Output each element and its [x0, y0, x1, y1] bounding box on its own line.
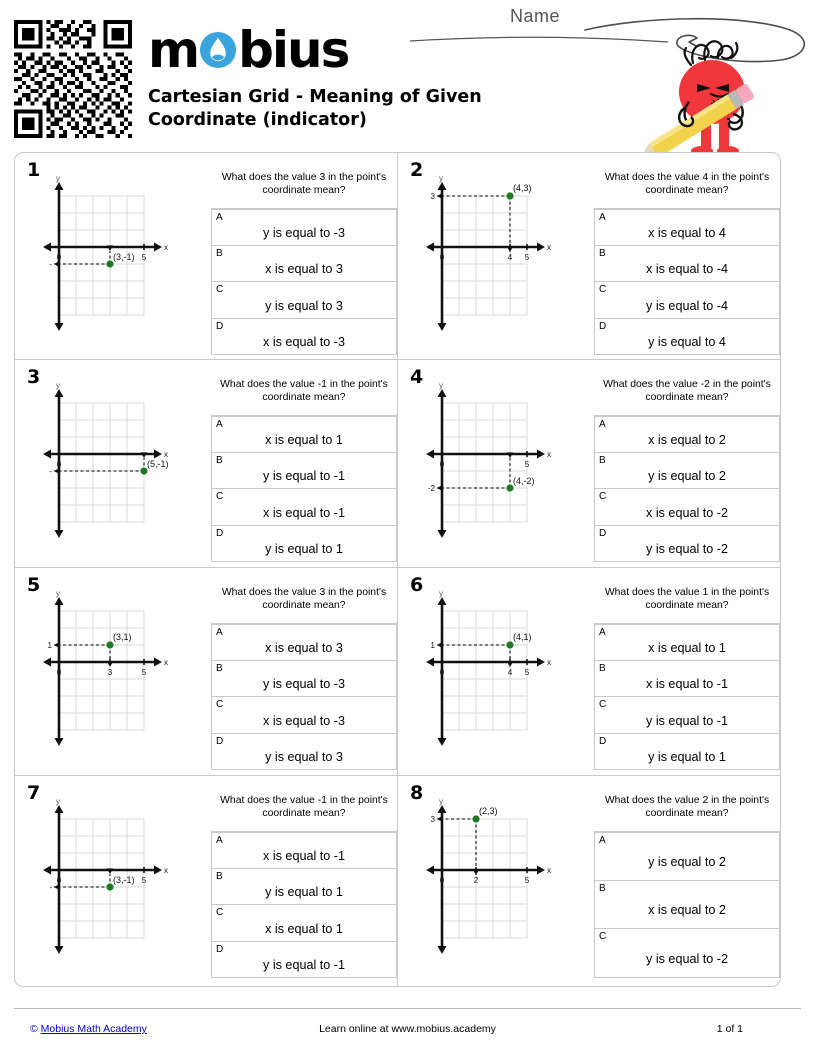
graph-container	[33, 174, 183, 319]
cartesian-graph	[33, 381, 183, 526]
svg-text:y: y	[56, 797, 60, 806]
option-text: y is equal to 3	[265, 298, 343, 313]
question-pane	[211, 153, 397, 359]
option-letter: D	[216, 943, 224, 955]
svg-text:y: y	[56, 589, 60, 598]
graph-pane	[398, 776, 594, 986]
answer-options	[594, 415, 780, 562]
answer-option-a[interactable]	[594, 624, 780, 661]
svg-text:5: 5	[524, 253, 530, 262]
option-letter: D	[599, 735, 607, 747]
svg-text:1: 1	[430, 641, 435, 650]
option-text: x is equal to 2	[648, 432, 726, 447]
svg-text:x: x	[164, 243, 168, 252]
option-text: x is equal to -4	[646, 262, 728, 276]
svg-text:y: y	[439, 174, 443, 183]
question-cell-5	[14, 567, 398, 776]
page-footer	[0, 1008, 815, 1050]
question-number: 6	[410, 574, 424, 596]
svg-text:5: 5	[141, 253, 147, 262]
svg-text:2: 2	[473, 876, 479, 885]
svg-text:(3,1): (3,1)	[113, 632, 132, 642]
graph-pane	[15, 153, 211, 359]
svg-text:x: x	[164, 450, 168, 459]
answer-option-d[interactable]	[594, 319, 780, 356]
qr-code[interactable]	[14, 20, 132, 138]
option-text: y is equal to -2	[646, 542, 728, 556]
question-prompt: What does the value 3 in the point's coordinate mean?	[221, 587, 387, 611]
svg-text:4: 4	[507, 668, 513, 677]
option-text: x is equal to 1	[648, 640, 726, 655]
graph-container	[416, 589, 566, 734]
option-letter: A	[216, 627, 223, 638]
svg-text:y: y	[439, 589, 443, 598]
mobius-math-academy-link[interactable]: Mobius Math Academy	[40, 1023, 147, 1035]
option-text: y is equal to 1	[648, 750, 726, 764]
svg-text:(4,1): (4,1)	[513, 632, 532, 642]
answer-option-a[interactable]	[211, 832, 397, 869]
mobius-drop-icon	[199, 31, 237, 69]
graph-pane	[398, 153, 594, 359]
question-number: 8	[410, 782, 424, 804]
question-prompt: What does the value 2 in the point's coordinate mean?	[604, 795, 770, 819]
question-cell-1	[14, 152, 398, 360]
question-cell-4	[397, 359, 781, 568]
question-number: 2	[410, 159, 424, 181]
cartesian-graph	[416, 381, 566, 526]
answer-option-a[interactable]	[594, 209, 780, 246]
question-cell-8	[397, 775, 781, 987]
option-letter: B	[599, 247, 606, 259]
answer-option-a[interactable]	[594, 416, 780, 453]
question-row	[14, 152, 801, 360]
page-header	[0, 0, 815, 150]
svg-text:-2: -2	[427, 484, 435, 493]
answer-option-d[interactable]	[594, 734, 780, 771]
svg-text:x: x	[547, 450, 551, 459]
option-letter: C	[216, 907, 224, 918]
answer-option-b[interactable]	[594, 661, 780, 698]
option-letter: A	[599, 627, 606, 638]
cartesian-graph	[416, 797, 566, 942]
svg-text:x: x	[547, 866, 551, 875]
svg-text:0: 0	[56, 253, 62, 262]
answer-options	[594, 623, 780, 770]
option-letter: B	[599, 662, 606, 674]
question-row	[14, 776, 801, 987]
cartesian-graph	[33, 797, 183, 942]
svg-text:0: 0	[439, 460, 445, 469]
svg-text:(5,-1): (5,-1)	[147, 459, 169, 469]
option-text: y is equal to 3	[265, 750, 343, 764]
svg-text:5: 5	[524, 668, 530, 677]
footer-page-number: 1 of 1	[716, 1023, 743, 1035]
svg-text:-: -	[49, 467, 52, 476]
option-letter: B	[216, 662, 223, 674]
svg-text:0: 0	[56, 876, 62, 885]
option-text: x is equal to 3	[265, 262, 343, 276]
option-text: y is equal to -3	[263, 677, 345, 691]
question-cell-2	[397, 152, 781, 360]
answer-options	[211, 415, 397, 562]
graph-container	[416, 797, 566, 942]
option-letter: A	[599, 419, 606, 430]
svg-text:3: 3	[107, 668, 113, 677]
option-text: x is equal to 3	[265, 640, 343, 655]
option-text: x is equal to -3	[263, 713, 345, 728]
svg-text:x: x	[164, 866, 168, 875]
svg-text:3: 3	[430, 192, 435, 201]
answer-options	[594, 831, 780, 978]
logo-text-right: bius	[238, 21, 349, 79]
graph-container	[33, 381, 183, 526]
option-letter: B	[216, 247, 223, 259]
answer-option-c[interactable]	[594, 697, 780, 734]
graph-container	[33, 797, 183, 942]
question-number: 1	[27, 159, 41, 181]
answer-option-c[interactable]	[594, 282, 780, 319]
answer-option-d[interactable]	[211, 942, 397, 979]
graph-pane	[15, 360, 211, 567]
option-text: x is equal to -1	[263, 848, 345, 863]
option-text: y is equal to -1	[646, 713, 728, 728]
option-letter: B	[216, 870, 223, 882]
option-text: x is equal to 4	[648, 225, 726, 240]
question-prompt: What does the value 1 in the point's coordinate mean?	[604, 587, 770, 611]
option-letter: A	[216, 835, 223, 846]
option-text: y is equal to 2	[648, 469, 726, 483]
option-letter: C	[216, 284, 224, 295]
option-letter: C	[599, 699, 607, 710]
answer-options	[211, 831, 397, 978]
answer-option-a[interactable]	[211, 416, 397, 453]
svg-text:x: x	[164, 658, 168, 667]
option-text: x is equal to -1	[646, 677, 728, 691]
graph-pane	[398, 360, 594, 567]
option-letter: C	[216, 699, 224, 710]
graph-pane	[15, 776, 211, 986]
svg-text:(2,3): (2,3)	[479, 806, 498, 816]
option-text: y is equal to 1	[265, 885, 343, 899]
svg-text:5: 5	[524, 876, 530, 885]
option-text: x is equal to 1	[265, 432, 343, 447]
option-letter: B	[599, 882, 606, 894]
name-label: Name	[509, 6, 560, 26]
answer-option-c[interactable]	[211, 697, 397, 734]
question-number: 5	[27, 574, 41, 596]
option-letter: D	[599, 320, 607, 332]
cartesian-graph	[416, 589, 566, 734]
svg-text:0: 0	[56, 460, 62, 469]
svg-text:5: 5	[141, 876, 147, 885]
svg-text:y: y	[56, 381, 60, 390]
answer-option-d[interactable]	[594, 526, 780, 563]
option-text: y is equal to -2	[646, 951, 728, 966]
graph-container	[416, 174, 566, 319]
question-prompt: What does the value -1 in the point's coordinate mean?	[220, 379, 388, 403]
answer-option-b[interactable]	[211, 246, 397, 283]
option-text: y is equal to 1	[265, 542, 343, 556]
svg-text:5: 5	[141, 668, 147, 677]
graph-pane	[15, 568, 211, 775]
logo-text-left: m	[148, 21, 199, 79]
option-letter: C	[216, 491, 224, 502]
question-number: 7	[27, 782, 41, 804]
answer-option-d[interactable]	[211, 734, 397, 771]
graph-container	[33, 589, 183, 734]
question-number: 4	[410, 366, 424, 388]
question-prompt: What does the value -2 in the point's coordinate mean?	[603, 379, 771, 403]
answer-option-c[interactable]	[211, 489, 397, 526]
svg-text:1: 1	[47, 641, 52, 650]
answer-option-a[interactable]	[211, 209, 397, 246]
svg-text:x: x	[547, 243, 551, 252]
answer-option-b[interactable]	[211, 869, 397, 906]
answer-option-b[interactable]	[594, 246, 780, 283]
question-pane	[211, 568, 397, 775]
option-letter: D	[599, 527, 607, 539]
option-text: x is equal to 1	[265, 921, 343, 936]
answer-option-b[interactable]	[594, 453, 780, 490]
svg-text:0: 0	[56, 668, 62, 677]
answer-option-a[interactable]	[594, 832, 780, 881]
option-letter: A	[599, 835, 606, 846]
svg-text:0: 0	[439, 668, 445, 677]
answer-option-c[interactable]	[211, 282, 397, 319]
svg-text:x: x	[547, 658, 551, 667]
question-pane	[211, 776, 397, 986]
question-row	[14, 360, 801, 568]
copyright-symbol: ©	[30, 1023, 38, 1035]
option-letter: D	[216, 527, 224, 539]
option-text: x is equal to 2	[648, 903, 726, 917]
svg-text:4: 4	[507, 253, 513, 262]
option-text: x is equal to -1	[263, 505, 345, 520]
question-pane	[594, 568, 780, 775]
question-cell-3	[14, 359, 398, 568]
svg-text:y: y	[439, 797, 443, 806]
answer-option-c[interactable]	[211, 905, 397, 942]
cartesian-graph	[33, 589, 183, 734]
option-text: y is equal to 4	[648, 335, 726, 349]
svg-text:0: 0	[439, 253, 445, 262]
svg-text:5: 5	[524, 460, 530, 469]
footer-divider	[14, 1008, 801, 1009]
svg-text:y: y	[56, 174, 60, 183]
option-letter: C	[599, 491, 607, 502]
answer-option-b[interactable]	[211, 661, 397, 698]
option-text: x is equal to -2	[646, 505, 728, 520]
option-letter: C	[599, 931, 607, 942]
option-letter: D	[216, 320, 224, 332]
option-text: y is equal to -1	[263, 958, 345, 972]
answer-options	[211, 623, 397, 770]
answer-options	[211, 208, 397, 355]
svg-text:y: y	[439, 381, 443, 390]
answer-option-c[interactable]	[594, 489, 780, 526]
cartesian-graph	[33, 174, 183, 319]
svg-text:(3,-1): (3,-1)	[113, 875, 135, 885]
option-text: y is equal to -4	[646, 298, 728, 313]
question-pane	[211, 360, 397, 567]
svg-text:(4,-2): (4,-2)	[513, 476, 535, 486]
answer-option-c[interactable]	[594, 929, 780, 978]
question-prompt: What does the value -1 in the point's coordinate mean?	[220, 795, 388, 819]
option-letter: B	[599, 454, 606, 466]
cartesian-graph	[416, 174, 566, 319]
option-text: y is equal to 2	[648, 854, 726, 869]
svg-text:0: 0	[439, 876, 445, 885]
answer-option-d[interactable]	[211, 319, 397, 356]
answer-option-b[interactable]	[211, 453, 397, 490]
question-number: 3	[27, 366, 41, 388]
svg-text:(4,3): (4,3)	[513, 183, 532, 193]
option-letter: C	[599, 284, 607, 295]
answer-option-b[interactable]	[594, 881, 780, 930]
answer-options	[594, 208, 780, 355]
question-prompt: What does the value 4 in the point's coordinate mean?	[604, 172, 770, 196]
question-row	[14, 568, 801, 776]
question-pane	[594, 360, 780, 567]
answer-option-d[interactable]	[211, 526, 397, 563]
question-prompt: What does the value 3 in the point's coordinate mean?	[221, 172, 387, 196]
option-text: y is equal to -1	[263, 469, 345, 483]
page-title: Cartesian Grid - Meaning of Given Coordinate (indicator)	[148, 87, 482, 130]
svg-text:3: 3	[430, 815, 435, 824]
question-cell-6	[397, 567, 781, 776]
questions-grid	[14, 152, 801, 987]
mascot-illustration	[585, 8, 815, 153]
question-pane	[594, 153, 780, 359]
question-pane	[594, 776, 780, 986]
option-letter: A	[599, 212, 606, 223]
option-letter: A	[216, 419, 223, 430]
answer-option-a[interactable]	[211, 624, 397, 661]
option-letter: B	[216, 454, 223, 466]
option-text: x is equal to -3	[263, 335, 345, 349]
option-letter: D	[216, 735, 224, 747]
svg-text:(3,-1): (3,-1)	[113, 252, 135, 262]
svg-text:-: -	[49, 883, 52, 892]
graph-container	[416, 381, 566, 526]
option-letter: A	[216, 212, 223, 223]
option-text: y is equal to -3	[263, 225, 345, 240]
footer-center-text: Learn online at www.mobius.academy	[319, 1023, 496, 1035]
svg-text:-: -	[49, 260, 52, 269]
graph-pane	[398, 568, 594, 775]
question-cell-7	[14, 775, 398, 987]
